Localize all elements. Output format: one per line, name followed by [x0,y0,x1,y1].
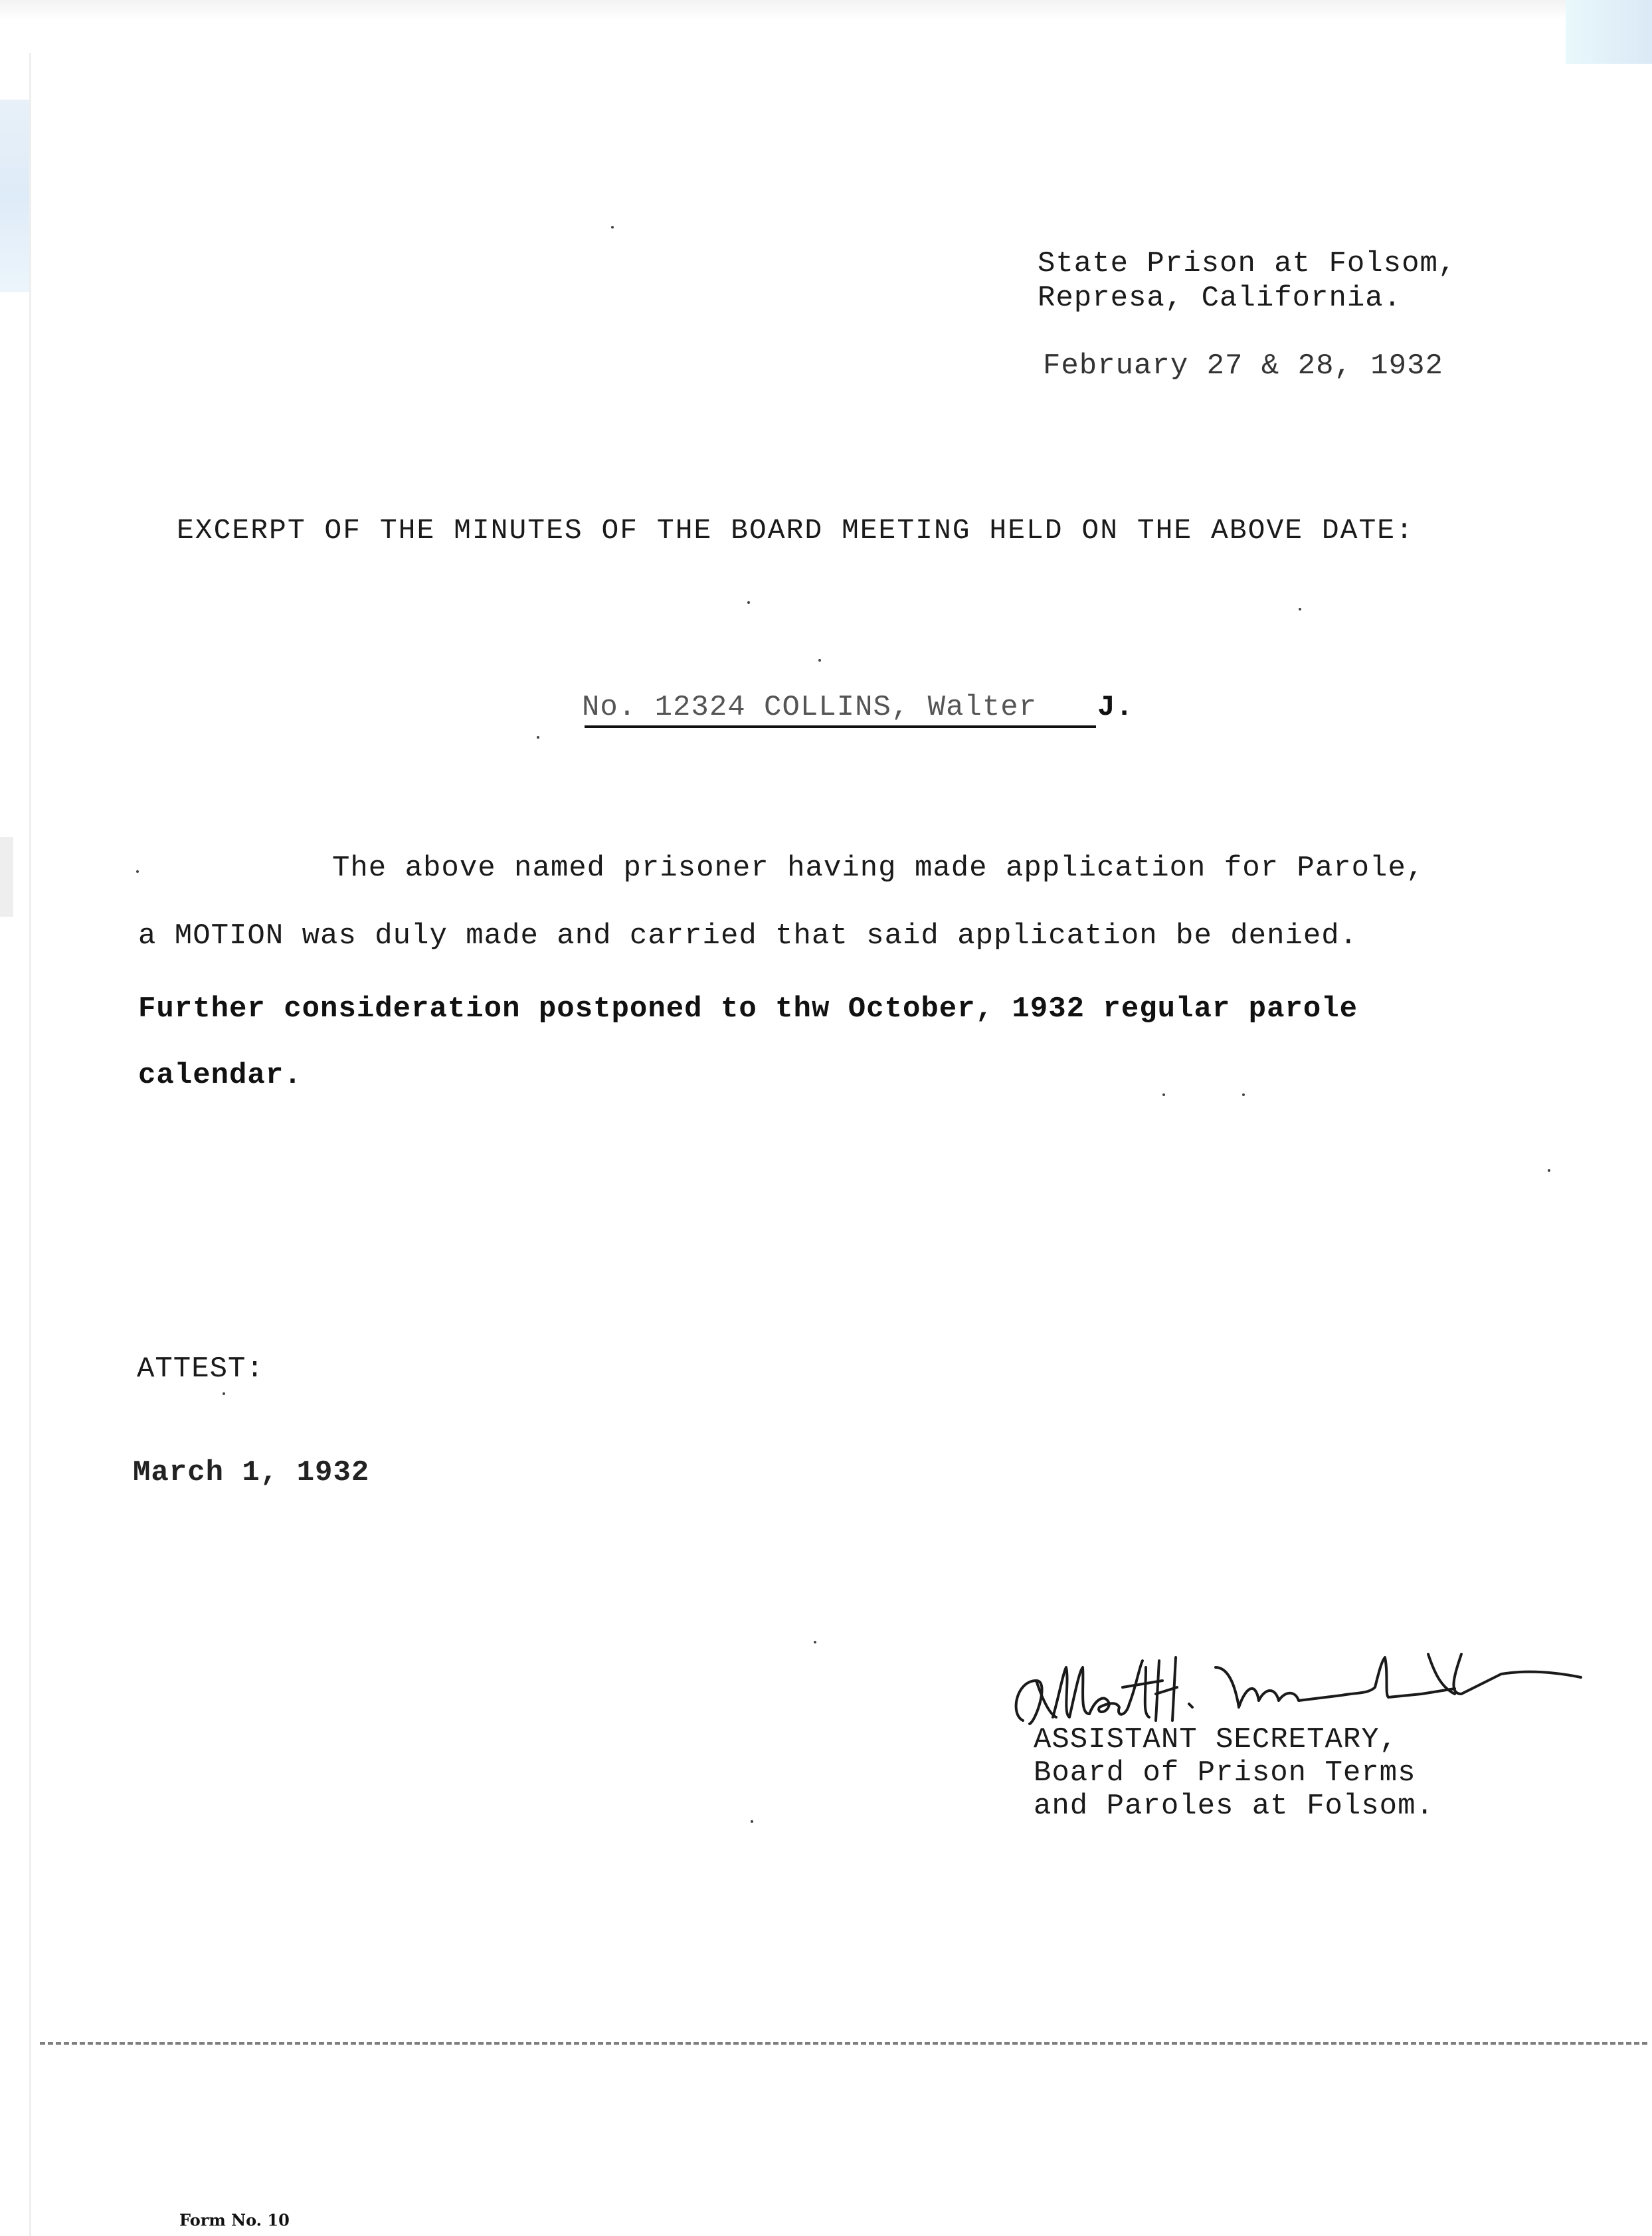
form-number: Form No. 10 [179,2210,290,2230]
paper-speck [1242,1093,1245,1096]
scan-edge-left-mark [0,837,13,917]
attest-label: ATTEST: [137,1352,264,1386]
document-title: EXCERPT OF THE MINUTES OF THE BOARD MEETING HELD ON THE ABOVE DATE: [177,514,1414,547]
paper-speck [1548,1169,1550,1172]
paper-speck [537,736,539,739]
prisoner-identifier: No. 12324 COLLINS, Walter [582,691,1038,724]
attest-date: March 1, 1932 [133,1456,370,1489]
address-line-1: State Prison at Folsom, [1038,247,1457,280]
paper-speck [1162,1093,1165,1096]
handwritten-signature [996,1641,1594,1734]
address-line-2: Represa, California. [1038,282,1402,315]
paper-speck [818,659,821,662]
scan-edge-topright-tint [1566,0,1652,64]
meeting-date: February 27 & 28, 1932 [1043,349,1443,383]
paper-speck [751,1820,753,1823]
scan-edge-top [0,0,1652,20]
prisoner-underline [585,725,1096,728]
paper-speck [747,601,750,604]
perforation-line [40,2042,1647,2045]
signatory-org-line-1: Board of Prison Terms [1034,1756,1416,1790]
prisoner-initial: J. [1097,691,1134,724]
scan-edge-left-tint [0,100,31,292]
body-line-3: Further consideration postponed to thw October, 1932 regular parole [138,992,1358,1026]
scan-edge-left-line [29,53,31,2236]
paper-speck [223,1392,225,1395]
paper-speck [136,870,139,873]
signatory-org-line-2: and Paroles at Folsom. [1034,1790,1434,1823]
paper-speck [814,1641,816,1643]
body-line-2: a MOTION was duly made and carried that said application be denied. [138,919,1358,953]
paper-speck [611,226,614,229]
signatory-title: ASSISTANT SECRETARY, [1034,1723,1398,1756]
body-line-1: The above named prisoner having made application for Parole, [332,852,1425,885]
body-line-4: calendar. [138,1059,302,1092]
paper-speck [1299,608,1301,610]
